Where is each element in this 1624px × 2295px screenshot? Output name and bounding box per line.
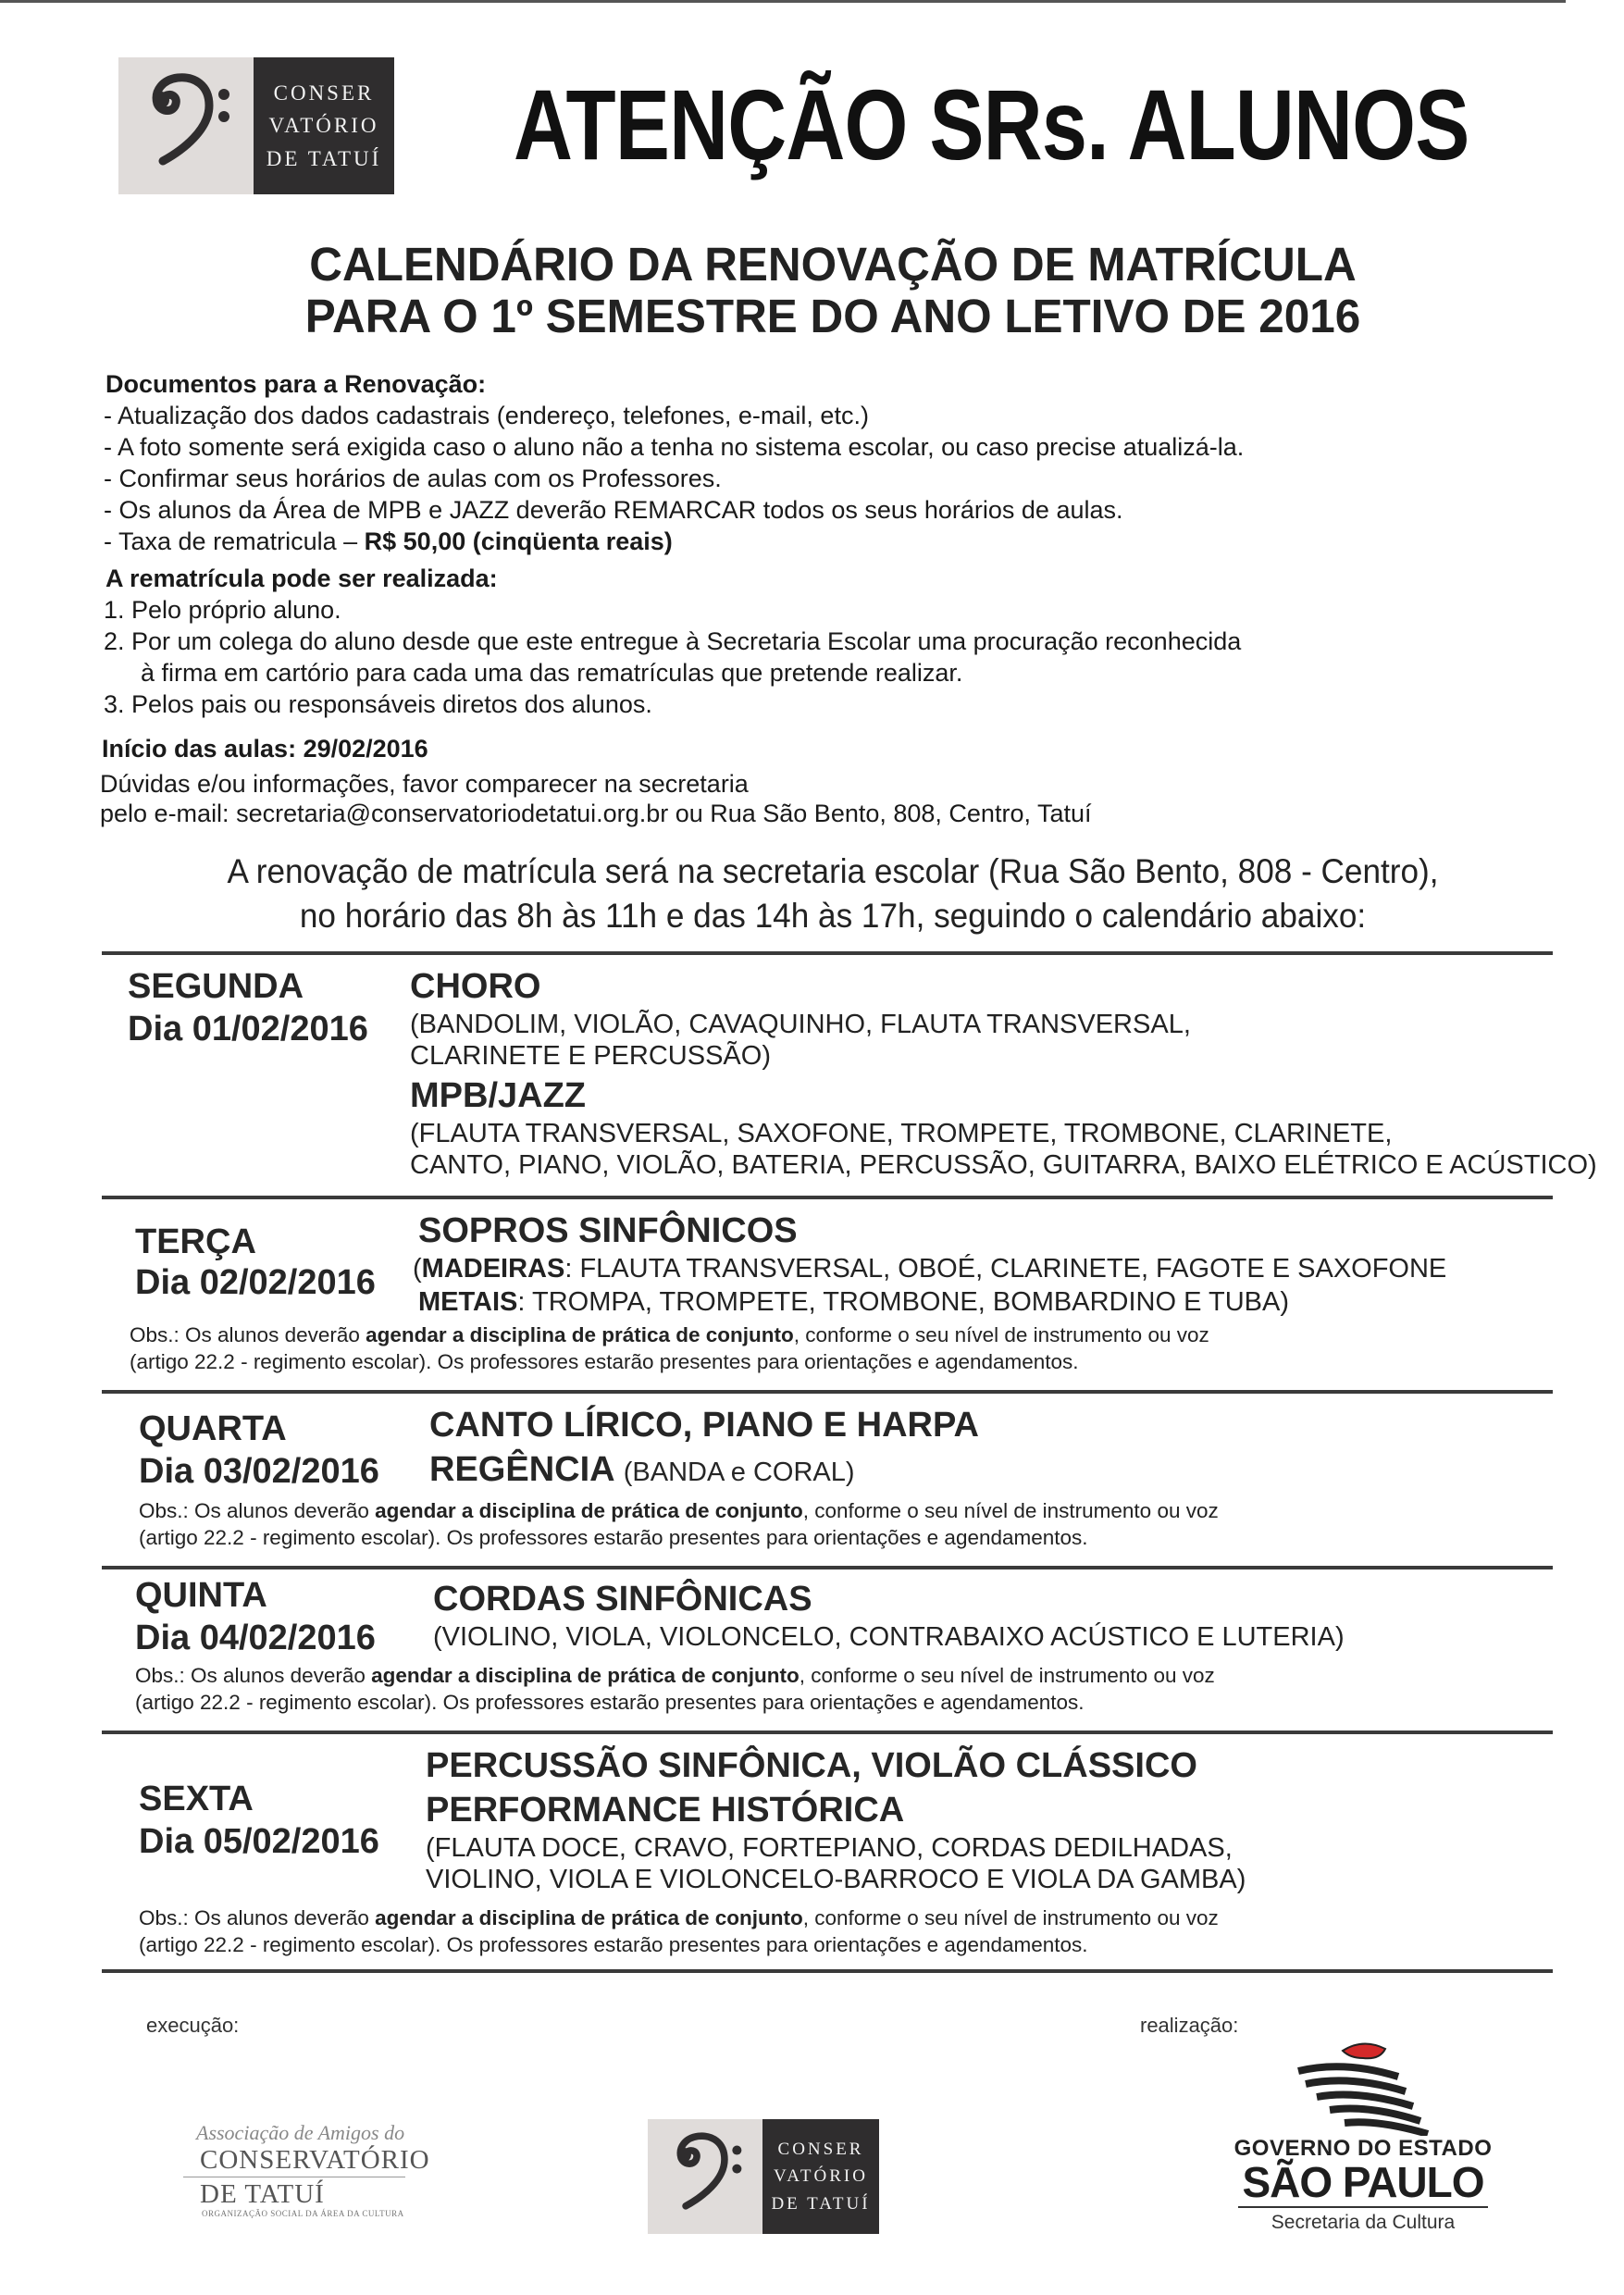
top-border (0, 0, 1566, 3)
assoc-name-2: DE TATUÍ (200, 2179, 325, 2209)
mpb-title: MPB/JAZZ (410, 1076, 586, 1115)
logo-line-2: VATÓRIO (774, 2166, 868, 2187)
obs-prefix: Obs.: Os alunos deverão (139, 1499, 376, 1522)
choro-instruments: CLARINETE E PERCUSSÃO) (410, 1041, 771, 1071)
performance-instruments: (FLAUTA DOCE, CRAVO, FORTEPIANO, CORDAS DEDILHADAS, (426, 1833, 1233, 1863)
thursday-day: QUINTA (135, 1576, 267, 1615)
divider (102, 1566, 1553, 1569)
obs-line-1 (130, 1321, 1209, 1348)
divider (102, 1390, 1553, 1394)
assoc-sub: ORGANIZAÇÃO SOCIAL DA ÁREA DA CULTURA (202, 2209, 404, 2218)
conservatorio-logo (118, 57, 394, 194)
execucao-label: execução: (146, 2014, 240, 2037)
sopros-title: SOPROS SINFÔNICOS (418, 1211, 798, 1250)
notice-line-1: A renovação de matrícula será na secretaria escolar (Rua São Bento, 808 - Centro), (227, 852, 1439, 890)
documents-item: - Confirmar seus horários de aulas com os Professores. (104, 465, 722, 492)
rematricula-item: 1. Pelo próprio aluno. (104, 596, 341, 624)
rematricula-item: 2. Por um colega do aluno desde que este entregue à Secretaria Escolar uma procuração reconhecida (104, 627, 1242, 655)
regencia-title (429, 1447, 855, 1495)
performance-title: PERFORMANCE HISTÓRICA (426, 1791, 905, 1830)
realizacao-label: realização: (1140, 2014, 1239, 2037)
madeiras-label: MADEIRAS (421, 1254, 565, 1284)
obs-bold: agendar a disciplina de prática de conjunto (366, 1323, 794, 1346)
wednesday-date: Dia 03/02/2016 (139, 1452, 379, 1491)
obs-bold: agendar a disciplina de prática de conjunto (375, 1499, 803, 1522)
wednesday-day: QUARTA (139, 1409, 287, 1448)
subtitle-line-1: CALENDÁRIO DA RENOVAÇÃO DE MATRÍCULA (309, 238, 1357, 291)
page-headline: ATENÇÃO SRs. ALUNOS (514, 68, 1469, 180)
sao-paulo-emblem-icon (1289, 2034, 1437, 2136)
governo-sp-logo (1220, 2034, 1506, 2234)
gov-divider (1238, 2206, 1488, 2208)
conservatorio-logo-footer (648, 2119, 879, 2234)
obs-suffix: , conforme o seu nível de instrumento ou voz (793, 1323, 1209, 1346)
gov-line-2: SÃO PAULO (1242, 2158, 1484, 2206)
contact-line-2: pelo e-mail: secretaria@conservatoriodetatui.org.br ou Rua São Bento, 808, Centro, Tatuí (100, 800, 1092, 827)
performance-instruments: VIOLINO, VIOLA E VIOLONCELO-BARROCO E VIOLA DA GAMBA) (426, 1865, 1246, 1894)
associacao-logo (183, 2121, 452, 2218)
percussao-title: PERCUSSÃO SINFÔNICA, VIOLÃO CLÁSSICO (426, 1746, 1197, 1785)
choro-title: CHORO (410, 967, 541, 1006)
gov-line-1: GOVERNO DO ESTADO (1233, 2136, 1493, 2161)
obs-line-2: (artigo 22.2 - regimento escolar). Os professores estarão presentes para orientações e agendamentos. (139, 1933, 1088, 1956)
obs-line-2: (artigo 22.2 - regimento escolar). Os professores estarão presentes para orientações e agendamentos. (135, 1691, 1085, 1714)
tuesday-day: TERÇA (135, 1222, 256, 1261)
documents-item: - Os alunos da Área de MPB e JAZZ deverão REMARCAR todos os seus horários de aulas. (104, 496, 1123, 524)
documents-item: - Atualização dos dados cadastrais (endereço, telefones, e-mail, etc.) (104, 402, 869, 429)
obs-bold: agendar a disciplina de prática de conjunto (375, 1906, 803, 1929)
metais-instruments (418, 1286, 1289, 1318)
madeiras-text: : FLAUTA TRANSVERSAL, OBOÉ, CLARINETE, FAGOTE E SAXOFONE (564, 1254, 1447, 1284)
documents-heading: Documentos para a Renovação: (105, 370, 487, 398)
obs-prefix: Obs.: Os alunos deverão (139, 1906, 376, 1929)
obs-line-2: (artigo 22.2 - regimento escolar). Os professores estarão presentes para orientações e agendamentos. (130, 1350, 1079, 1373)
obs-prefix: Obs.: Os alunos deverão (130, 1323, 366, 1346)
obs-line-1 (139, 1904, 1219, 1931)
thursday-date: Dia 04/02/2016 (135, 1619, 376, 1657)
friday-date: Dia 05/02/2016 (139, 1822, 379, 1861)
mpb-instruments: (FLAUTA TRANSVERSAL, SAXOFONE, TROMPETE, TROMBONE, CLARINETE, (410, 1119, 1393, 1148)
assoc-name-1: CONSERVATÓRIO (200, 2145, 430, 2175)
logo-line-1: CONSER (273, 81, 375, 105)
cordas-title: CORDAS SINFÔNICAS (433, 1580, 812, 1619)
metais-label: METAIS (418, 1287, 518, 1317)
obs-line-1 (139, 1497, 1219, 1524)
rematricula-item: à firma em cartório para cada uma das rematrículas que pretende realizar. (141, 659, 963, 687)
regencia-detail: (BANDA e CORAL) (623, 1458, 855, 1487)
bass-clef-icon (648, 2119, 762, 2234)
divider (102, 1196, 1553, 1199)
rematricula-heading: A rematrícula pode ser realizada: (105, 564, 498, 592)
obs-suffix: , conforme o seu nível de instrumento ou voz (802, 1906, 1219, 1929)
logo-line-2: VATÓRIO (268, 114, 379, 138)
divider (102, 1731, 1553, 1734)
notice-line-2: no horário das 8h às 11h e das 14h às 17h, seguindo o calendário abaixo: (299, 897, 1367, 935)
obs-line-2: (artigo 22.2 - regimento escolar). Os professores estarão presentes para orientações e agendamentos. (139, 1526, 1088, 1549)
obs-suffix: , conforme o seu nível de instrumento ou voz (802, 1499, 1219, 1522)
fee-value: R$ 50,00 (cinqüenta reais) (364, 527, 673, 555)
metais-text: : TROMPA, TROMPETE, TROMBONE, BOMBARDINO E TUBA) (517, 1287, 1289, 1317)
obs-bold: agendar a disciplina de prática de conjunto (371, 1664, 800, 1687)
madeiras-instruments: (MADEIRAS: FLAUTA TRANSVERSAL, OBOÉ, CLARINETE, FAGOTE E SAXOFONE (413, 1254, 1447, 1284)
tuesday-date: Dia 02/02/2016 (135, 1263, 376, 1302)
mpb-instruments: CANTO, PIANO, VIOLÃO, BATERIA, PERCUSSÃO, GUITARRA, BAIXO ELÉTRICO E ACÚSTICO) (410, 1150, 1597, 1180)
friday-day: SEXTA (139, 1780, 254, 1818)
assoc-script: Associação de Amigos do (196, 2121, 405, 2144)
contact-line-1: Dúvidas e/ou informações, favor comparecer na secretaria (100, 770, 749, 798)
obs-prefix: Obs.: Os alunos deverão (135, 1664, 372, 1687)
subtitle-line-2: PARA O 1º SEMESTRE DO ANO LETIVO DE 2016 (304, 290, 1361, 342)
logo-line-3: DE TATUÍ (771, 2193, 871, 2214)
divider (102, 1969, 1553, 1973)
choro-instruments: (BANDOLIM, VIOLÃO, CAVAQUINHO, FLAUTA TRANSVERSAL, (410, 1010, 1191, 1039)
regencia-label: REGÊNCIA (429, 1450, 614, 1489)
logo-line-1: CONSER (777, 2139, 864, 2159)
logo-line-3: DE TATUÍ (266, 146, 382, 170)
fee-label: - Taxa de rematricula – (104, 527, 365, 555)
monday-day: SEGUNDA (128, 967, 304, 1006)
rematricula-item: 3. Pelos pais ou responsáveis diretos dos alunos. (104, 690, 652, 718)
documents-item: - A foto somente será exigida caso o aluno não a tenha no sistema escolar, ou caso precise atualizá-la. (104, 433, 1245, 461)
monday-date: Dia 01/02/2016 (128, 1010, 368, 1048)
canto-title: CANTO LÍRICO, PIANO E HARPA (429, 1406, 979, 1445)
gov-line-3: Secretaria da Cultura (1271, 2212, 1456, 2233)
obs-line-1 (135, 1662, 1215, 1689)
classes-start: Início das aulas: 29/02/2016 (102, 735, 428, 763)
divider (102, 951, 1553, 955)
obs-suffix: , conforme o seu nível de instrumento ou voz (799, 1664, 1215, 1687)
bass-clef-icon (118, 57, 254, 194)
cordas-instruments: (VIOLINO, VIOLA, VIOLONCELO, CONTRABAIXO ACÚSTICO E LUTERIA) (433, 1622, 1345, 1652)
documents-fee (104, 526, 673, 557)
